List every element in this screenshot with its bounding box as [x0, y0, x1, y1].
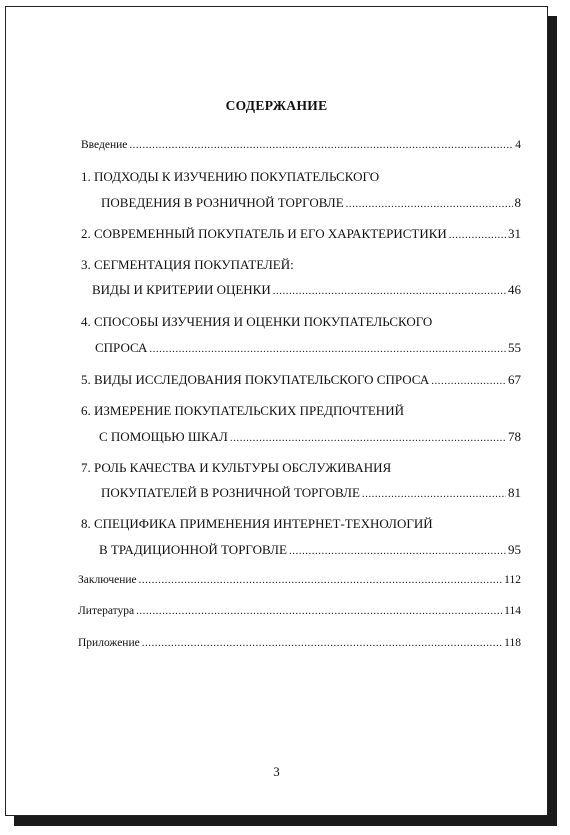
toc-entry-page: 46 — [508, 282, 521, 297]
toc-entry-label: С ПОМОЩЬЮ ШКАЛ — [99, 429, 228, 444]
toc-entry-5[interactable] — [81, 372, 521, 388]
toc-leader-dots — [346, 198, 513, 210]
toc-entry-page: 55 — [508, 340, 521, 355]
toc-leader-dots — [139, 574, 503, 586]
toc-entry-2[interactable] — [81, 226, 521, 242]
toc-entry-page: 81 — [508, 485, 521, 500]
toc-entry-page: 112 — [504, 574, 521, 586]
toc-entry-label: В ТРАДИЦИОННОЙ ТОРГОВЛЕ — [99, 542, 287, 557]
toc-entry-page: 31 — [508, 226, 521, 241]
toc-leader-dots — [142, 637, 502, 649]
toc-entry-label: Заключение — [78, 574, 137, 586]
toc-entry-page: 118 — [504, 637, 521, 649]
toc-entry-label: 2. СОВРЕМЕННЫЙ ПОКУПАТЕЛЬ И ЕГО ХАРАКТЕРИСТИКИ — [81, 226, 447, 241]
toc-entry-label: СПРОСА — [95, 340, 148, 355]
toc-entry-4[interactable] — [95, 340, 521, 356]
toc-entry-page: 8 — [514, 195, 521, 210]
toc-entry-page: 67 — [508, 372, 521, 387]
toc-entry-3[interactable] — [92, 282, 521, 298]
toc-entry-6[interactable] — [99, 429, 521, 445]
toc-entry-8-line1[interactable]: 8. СПЕЦИФИКА ПРИМЕНЕНИЯ ИНТЕРНЕТ-ТЕХНОЛОГИЙ — [81, 516, 433, 531]
toc-leader-dots — [129, 139, 513, 151]
toc-entry-1[interactable] — [101, 195, 521, 211]
toc-entry-appendix[interactable] — [78, 637, 521, 649]
toc-leader-dots — [289, 545, 506, 557]
toc-entry-intro[interactable] — [81, 139, 521, 151]
toc-entry-7[interactable] — [101, 485, 521, 501]
toc-entry-label: Приложение — [78, 637, 140, 649]
toc-entry-label: Литература — [78, 605, 135, 617]
toc-entry-6-line1[interactable]: 6. ИЗМЕРЕНИЕ ПОКУПАТЕЛЬСКИХ ПРЕДПОЧТЕНИЙ — [81, 403, 404, 418]
toc-leader-dots — [149, 343, 506, 355]
toc-entry-label: ПОВЕДЕНИЯ В РОЗНИЧНОЙ ТОРГОВЛЕ — [101, 195, 344, 210]
toc-leader-dots — [230, 432, 506, 444]
toc-entry-page: 114 — [504, 605, 521, 617]
toc-leader-dots — [273, 285, 506, 297]
toc-entry-1-line1[interactable]: 1. ПОДХОДЫ К ИЗУЧЕНИЮ ПОКУПАТЕЛЬСКОГО — [81, 169, 380, 184]
toc-entry-8[interactable] — [99, 542, 521, 558]
toc-entry-label: ВИДЫ И КРИТЕРИИ ОЦЕНКИ — [92, 282, 271, 297]
toc-leader-dots — [431, 375, 506, 387]
toc-entry-label: 5. ВИДЫ ИССЛЕДОВАНИЯ ПОКУПАТЕЛЬСКОГО СПРОСА — [81, 372, 430, 387]
table-of-contents — [6, 7, 547, 815]
page-title: СОДЕРЖАНИЕ — [225, 98, 328, 113]
document-page — [5, 6, 548, 816]
toc-leader-dots — [362, 488, 506, 500]
page-number: 3 — [273, 764, 280, 779]
toc-entry-4-line1[interactable]: 4. СПОСОБЫ ИЗУЧЕНИЯ И ОЦЕНКИ ПОКУПАТЕЛЬСКОГО — [81, 314, 433, 329]
toc-leader-dots — [449, 229, 506, 241]
toc-leader-dots — [136, 605, 502, 617]
toc-entry-page: 4 — [515, 139, 521, 151]
toc-entry-3-line1[interactable]: 3. СЕГМЕНТАЦИЯ ПОКУПАТЕЛЕЙ: — [81, 257, 294, 272]
toc-entry-label: Введение — [81, 139, 128, 151]
toc-entry-literature[interactable] — [78, 605, 521, 617]
toc-entry-7-line1[interactable]: 7. РОЛЬ КАЧЕСТВА И КУЛЬТУРЫ ОБСЛУЖИВАНИЯ — [81, 460, 392, 475]
toc-entry-page: 78 — [508, 429, 521, 444]
toc-entry-conclusion[interactable] — [78, 574, 521, 586]
toc-entry-page: 95 — [508, 542, 521, 557]
toc-entry-label: ПОКУПАТЕЛЕЙ В РОЗНИЧНОЙ ТОРГОВЛЕ — [101, 485, 360, 500]
